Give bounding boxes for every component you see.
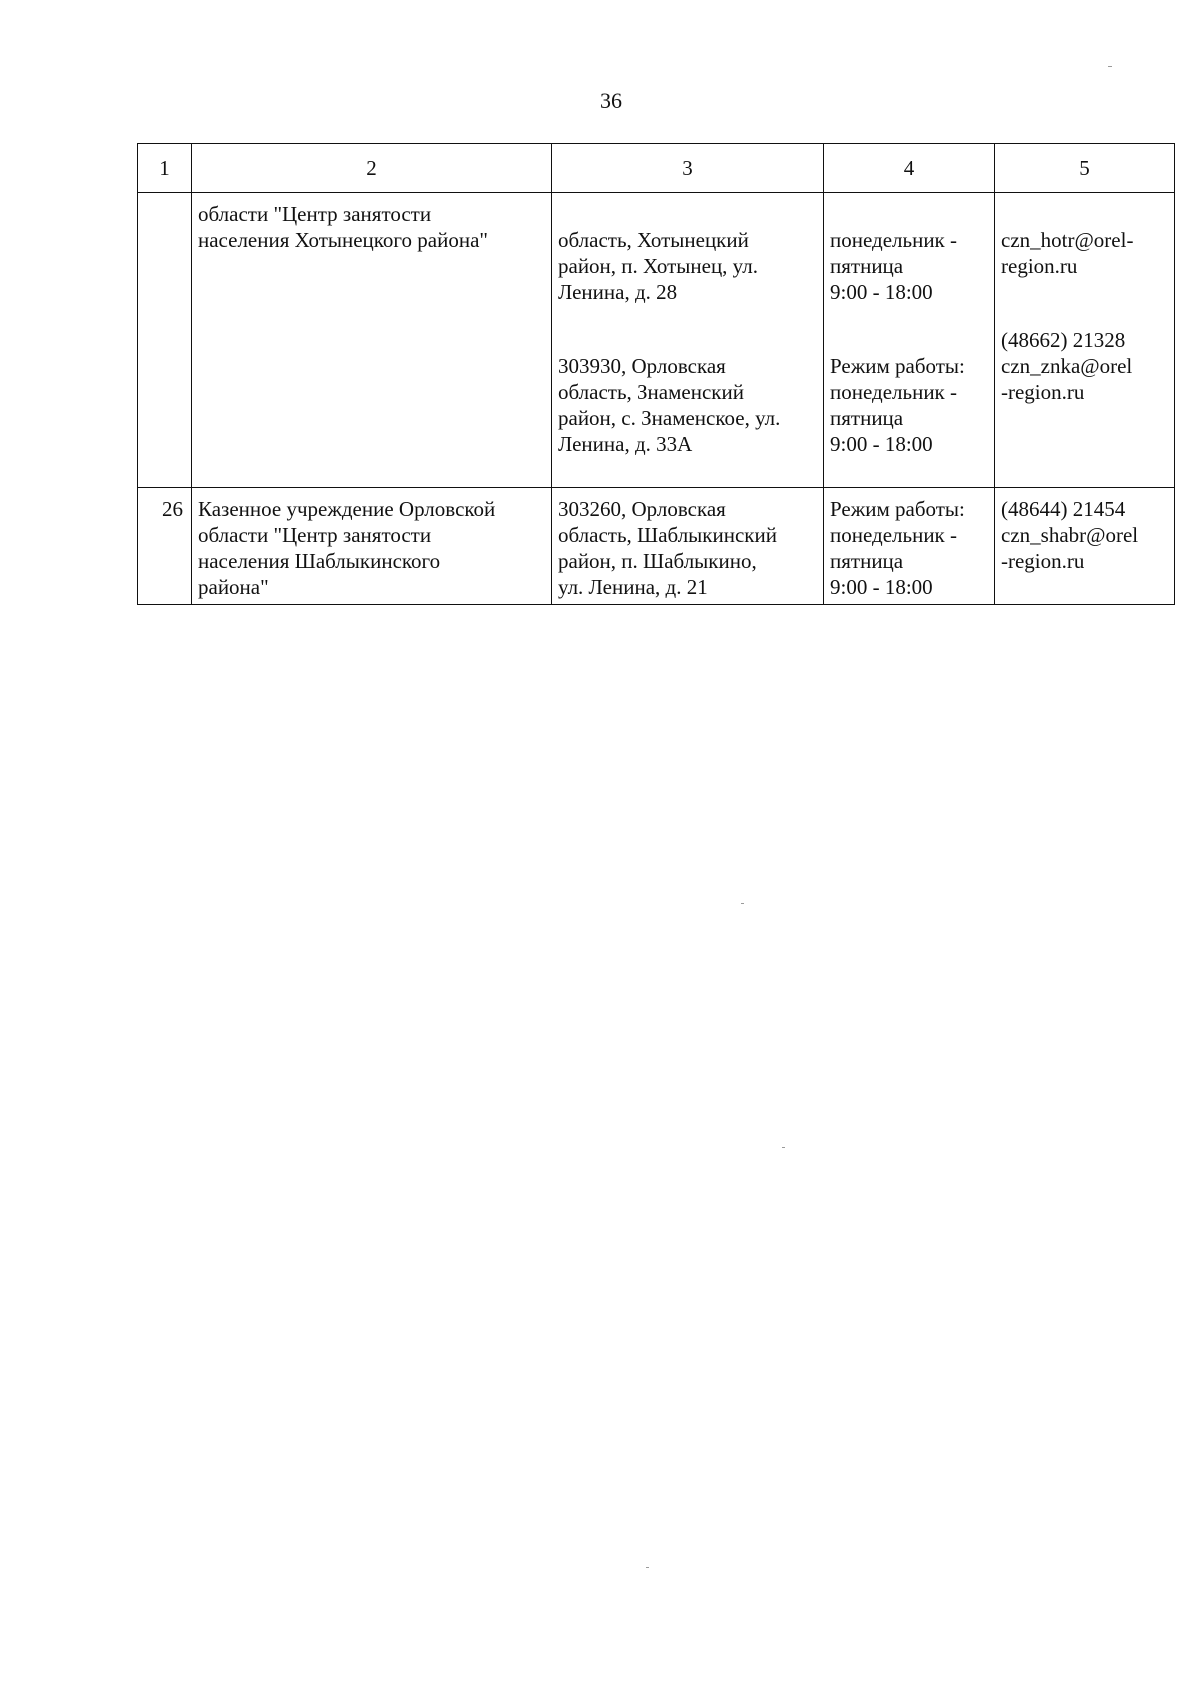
schedule-cell <box>824 193 995 488</box>
header-col-1: 1 <box>138 144 192 193</box>
header-col-5: 5 <box>995 144 1175 193</box>
scan-speck <box>646 1567 649 1568</box>
organization-name: Казенное учреждение Орловской области "Центр занятости населения Шаблыкинского района" <box>192 488 552 605</box>
address-cell: 303260, Орловская область, Шаблыкинский район, п. Шаблыкино, ул. Ленина, д. 21 <box>552 488 824 605</box>
address-cell <box>552 193 824 488</box>
page-number: 36 <box>600 88 622 113</box>
contact-text: (48662) 21328 czn_znka@orel -region.ru <box>1001 328 1133 404</box>
address-text: область, Хотынецкий район, п. Хотынец, ул. Ленина, д. 28 <box>558 228 758 304</box>
address-text: 303930, Орловская область, Знаменский район, с. Знаменское, ул. Ленина, д. 33А <box>558 354 781 456</box>
organizations-table <box>137 143 1175 605</box>
schedule-text: Режим работы: понедельник - пятница 9:00 - 18:00 <box>830 354 965 456</box>
schedule-cell: Режим работы: понедельник - пятница 9:00 - 18:00 <box>824 488 995 605</box>
contact-cell <box>995 193 1175 488</box>
header-col-4: 4 <box>824 144 995 193</box>
contact-cell: (48644) 21454 czn_shabr@orel -region.ru <box>995 488 1175 605</box>
organization-name: области "Центр занятости населения Хотынецкого района" <box>192 193 552 488</box>
table-header-row <box>138 144 1175 193</box>
table-row <box>138 488 1175 605</box>
table-row <box>138 193 1175 488</box>
row-number: 26 <box>138 488 192 605</box>
contact-text: czn_hotr@orel- region.ru <box>1001 228 1134 278</box>
header-col-2: 2 <box>192 144 552 193</box>
scan-speck <box>741 903 744 904</box>
header-col-3: 3 <box>552 144 824 193</box>
scan-speck <box>782 1147 785 1148</box>
scan-speck <box>1108 66 1112 67</box>
schedule-text: понедельник - пятница 9:00 - 18:00 <box>830 228 958 304</box>
row-number <box>138 193 192 488</box>
